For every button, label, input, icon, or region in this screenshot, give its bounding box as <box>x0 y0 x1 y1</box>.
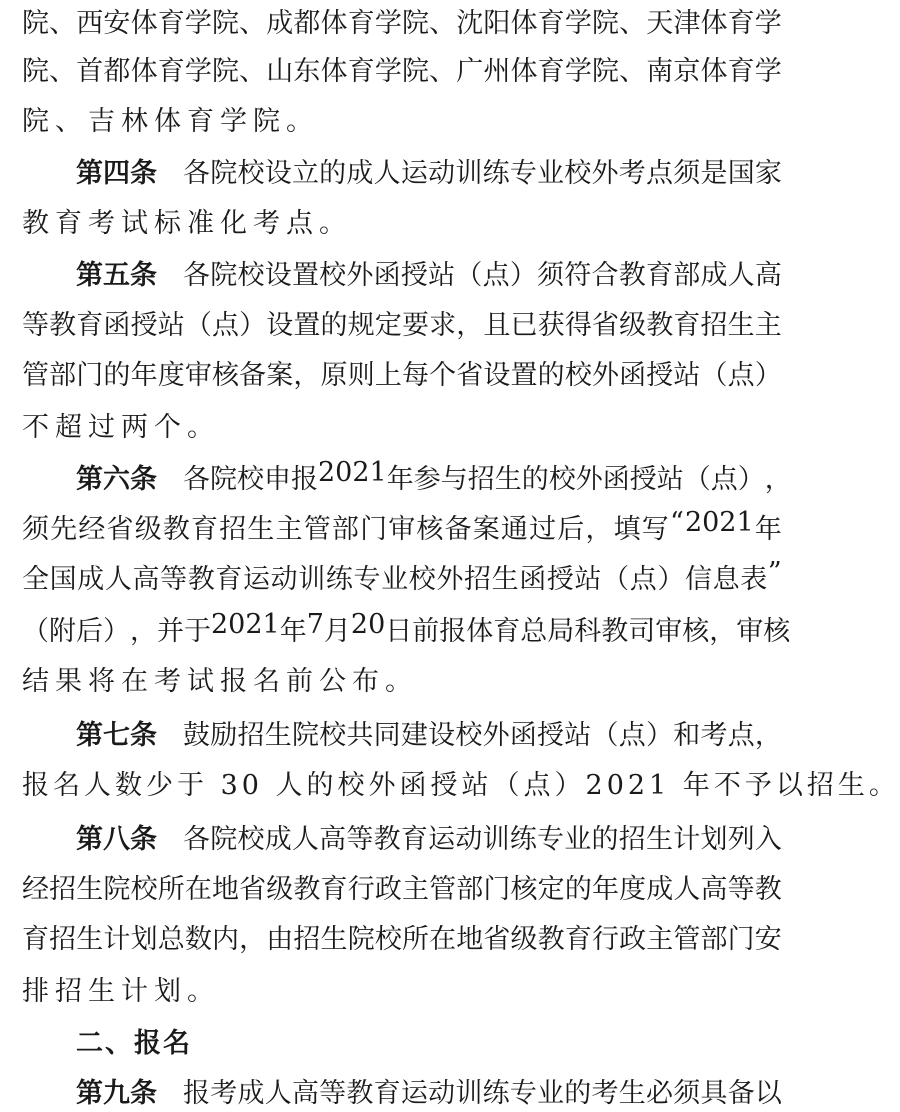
text-line <box>22 968 220 1008</box>
line-text: 排招生计划。 <box>22 975 220 1007</box>
line-text: 教育考试标准化考点。 <box>22 207 352 239</box>
text-line <box>22 762 900 802</box>
article-line <box>76 252 782 292</box>
text-line <box>22 98 319 138</box>
line-text: 报名人数少于 30 人的校外函授站（点）2021 年不予以招生。 <box>22 769 900 801</box>
line-text: 结果将在考试报名前公布。 <box>22 665 418 697</box>
article-number: 第五条 <box>76 259 157 291</box>
article-line <box>76 712 782 752</box>
text-line <box>22 302 782 342</box>
text-line <box>22 0 782 40</box>
line-text: 全 国 成 人 高 等 教 育 运 动 训 练 专 业 校 外 招 生 函 授 站 （ 点 ） 信 息 表 ” <box>22 556 782 595</box>
line-text: 各 院 校 设 置 校 外 函 授 站 （ 点 ） 须 符 合 教 育 部 成 人 高 <box>183 259 782 291</box>
article-line <box>76 1070 782 1110</box>
line-text: 经 招 生 院 校 所 在 地 省 级 教 育 行 政 主 管 部 门 核 定 的 年 度 成 人 高 等 教 <box>22 873 782 905</box>
text-line <box>22 404 220 444</box>
line-text: 等 教 育 函 授 站 （ 点 ） 设 置 的 规 定 要 求 ， 且 已 获 得 省 级 教 育 招 生 主 <box>22 309 782 341</box>
text-line <box>22 608 791 648</box>
text-line <box>22 352 782 392</box>
text-line <box>22 916 782 956</box>
line-text: 育 招 生 计 划 总 数 内 ， 由 招 生 院 校 所 在 地 省 级 教 育 行 政 主 管 部 门 安 <box>22 923 782 955</box>
line-text: 各 院 校 设 立 的 成 人 运 动 训 练 专 业 校 外 考 点 须 是 国 家 <box>183 157 782 189</box>
section-heading <box>76 1020 192 1060</box>
line-text: 各 院 校 成 人 高 等 教 育 运 动 训 练 专 业 的 招 生 计 划 列 入 <box>183 823 782 855</box>
article-number: 第八条 <box>76 823 157 855</box>
text-line <box>22 556 782 596</box>
article-line <box>76 456 792 496</box>
text-line <box>22 48 782 88</box>
line-text: （ 附 后 ） ， 并 于 2021 年 7 月 20 日 前 报 体 育 总 局 科 教 司 审 核 ， 审 核 <box>22 608 791 647</box>
line-text: 院 、 首 都 体 育 学 院 、 山 东 体 育 学 院 、 广 州 体 育 学 院 、 南 京 体 育 学 <box>22 55 782 87</box>
line-text: 报 考 成 人 高 等 教 育 运 动 训 练 专 业 的 考 生 必 须 具 备 以 <box>183 1077 782 1109</box>
text-line <box>22 866 782 906</box>
line-text: 院 、 西 安 体 育 学 院 、 成 都 体 育 学 院 、 沈 阳 体 育 学 院 、 天 津 体 育 学 <box>22 7 782 39</box>
line-text: 各 院 校 申 报 2021 年 参 与 招 生 的 校 外 函 授 站 （ 点 ） ， <box>183 456 792 495</box>
line-text: 须 先 经 省 级 教 育 招 生 主 管 部 门 审 核 备 案 通 过 后 ， 填 写 “ 2021 年 <box>22 506 782 545</box>
article-number: 第九条 <box>76 1077 157 1109</box>
article-number: 第四条 <box>76 157 157 189</box>
line-text: 不超过两个。 <box>22 411 220 443</box>
article-number: 第七条 <box>76 719 157 751</box>
text-line <box>22 658 418 698</box>
text-line <box>22 506 782 546</box>
text-line <box>22 200 352 240</box>
article-line <box>76 816 782 856</box>
article-line <box>76 150 782 190</box>
line-text: 鼓 励 招 生 院 校 共 同 建 设 校 外 函 授 站 （ 点 ） 和 考 点 ， <box>183 719 782 751</box>
section-heading-text: 二、报名 <box>76 1027 192 1059</box>
line-text: 管 部 门 的 年 度 审 核 备 案 ， 原 则 上 每 个 省 设 置 的 校 外 函 授 站 （ 点 ） <box>22 359 782 391</box>
article-number: 第六条 <box>76 463 157 495</box>
line-text: 院、吉林体育学院。 <box>22 105 319 137</box>
